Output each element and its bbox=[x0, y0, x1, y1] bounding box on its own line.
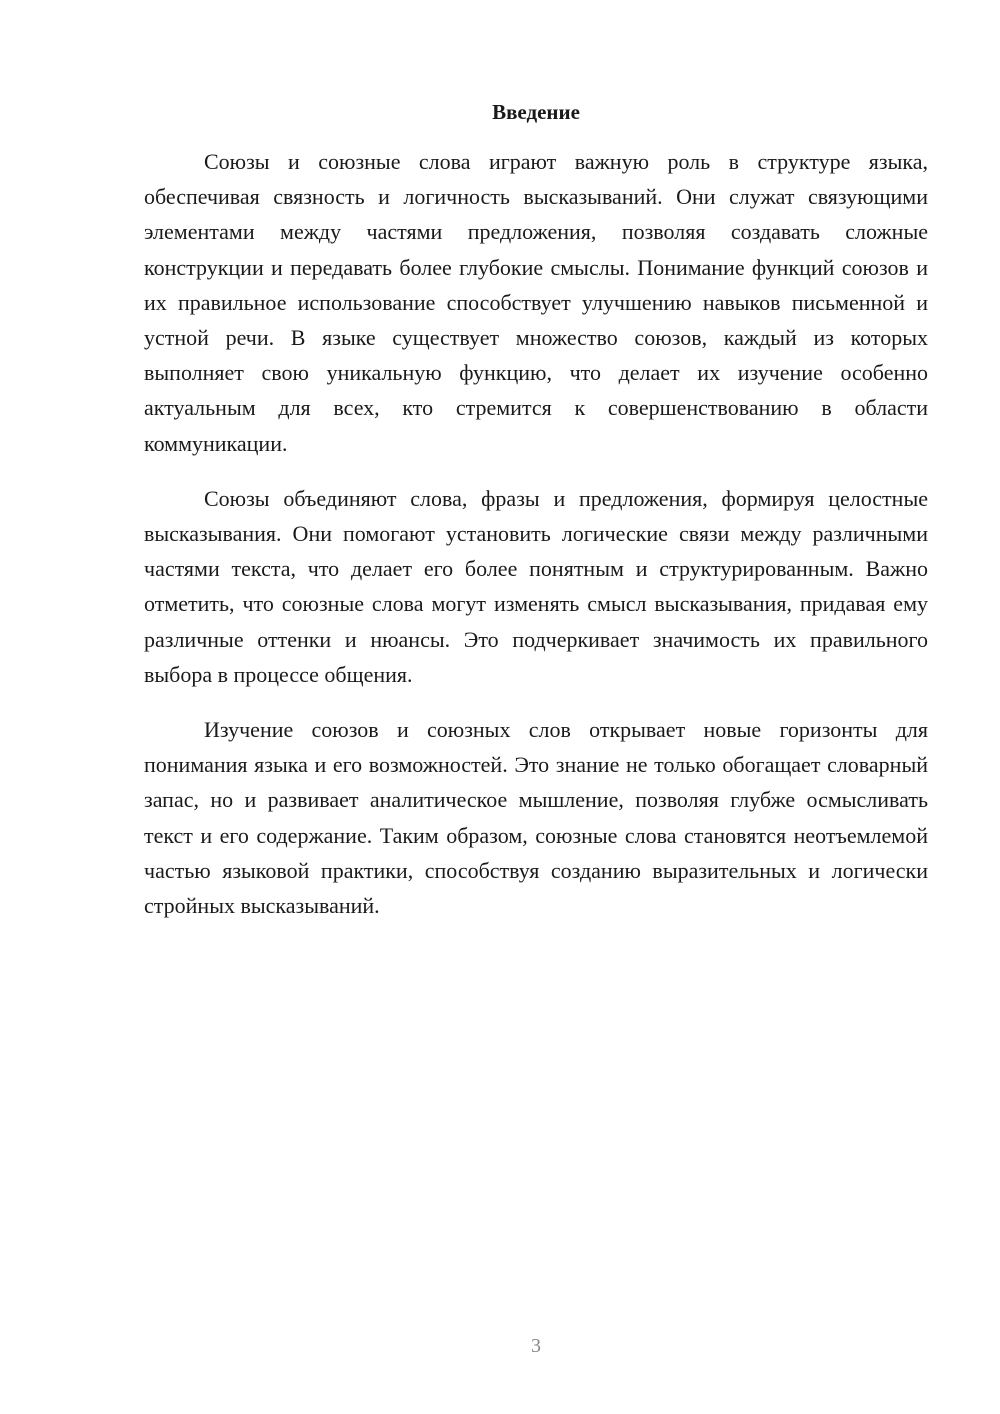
document-body bbox=[144, 144, 928, 943]
paragraph-3: Изучение союзов и союзных слов открывает новые горизонты для понимания языка и его возможностей. Это знание не только обогащает словарный запас, но и развивает аналитическое мышление, позволяя глубже осмысливать текст и его содержание. Таким образом, союзные слова становятся неотъемлемой частью языковой практики, способствуя созданию выразительных и логически стройных высказываний. bbox=[144, 717, 928, 919]
page-number: 3 bbox=[531, 1335, 541, 1357]
paragraph-2: Союзы объединяют слова, фразы и предложения, формируя целостные высказывания. Они помогают установить логические связи между различными частями текста, что делает его более понятным и структурированным. Важно отметить, что союзные слова могут изменять смысл высказывания, придавая ему различные оттенки и нюансы. Это подчеркивает значимость их правильного выбора в процессе общения. bbox=[144, 485, 928, 687]
page-title: Введение bbox=[492, 100, 580, 124]
paragraph-1: Союзы и союзные слова играют важную роль в структуре языка, обеспечивая связность и логичность высказываний. Они служат связующими элементами между частями предложения, позволяя создавать сложные конструкции и передавать более глубокие смыслы. Понимание функций союзов и их правильное использование способствует улучшению навыков письменной и устной речи. В языке существует множество союзов, каждый из которых выполняет свою уникальную функцию, что делает их изучение особенно актуальным для всех, кто стремится к совершенствованию в области коммуникации. bbox=[144, 149, 928, 456]
